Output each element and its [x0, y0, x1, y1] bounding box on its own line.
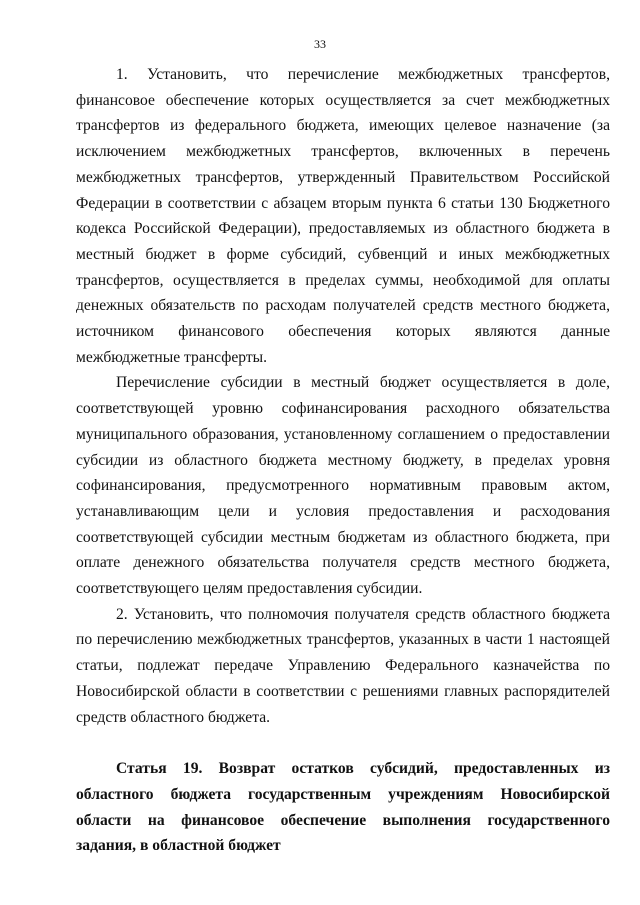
paragraph-2: Перечисление субсидии в местный бюджет осуществляется в доле, соответствующей уровню софинансирования расходного обязательства муниципального образования, установленному соглашением о предоставлении субсидии из областного бюджета местному бюджету, в пределах уровня софинансирования, предусмотренного нормативным правовым актом, устанавливающим цели и условия предоставления и расходования соответствующей субсидии местным бюджетам из областного бюджета, при оплате денежного обязательства получателя средств местного бюджета, соответствующего целям предоставления субсидии. — [76, 374, 610, 598]
paragraph-1: 1. Установить, что перечисление межбюджетных трансфертов, финансовое обеспечение которых осуществляется за счет межбюджетных трансфертов из федерального бюджета, имеющих целевое назначение (за исключением межбюджетных трансфертов, включенных в перечень межбюджетных трансфертов, утвержденный Правительством Российской Федерации в соответствии с абзацем вторым пункта 6 статьи 130 Бюджетного кодекса Российской Федерации), предоставляемых из областного бюджета в местный бюджет в форме субсидий, субвенций и иных межбюджетных трансфертов, осуществляется в пределах суммы, необходимой для оплаты денежных обязательств по расходам получателей средств местного бюджета, источником финансового обеспечения которых являются данные межбюджетные трансферты. — [76, 66, 610, 366]
paragraph-3: 2. Установить, что полномочия получателя средств областного бюджета по перечислению межбюджетных трансфертов, указанных в части 1 настоящей статьи, подлежат передаче Управлению Федерального казначейства по Новосибирской области в соответствии с решениями главных распорядителей средств областного бюджета. — [76, 605, 610, 726]
document-body — [76, 62, 610, 859]
page-number: 33 — [314, 37, 326, 51]
article-heading: Статья 19. Возврат остатков субсидий, предоставленных из областного бюджета государственным учреждениям Новосибирской области на финансовое обеспечение выполнения государственного задания, в областной бюджет — [76, 760, 610, 855]
